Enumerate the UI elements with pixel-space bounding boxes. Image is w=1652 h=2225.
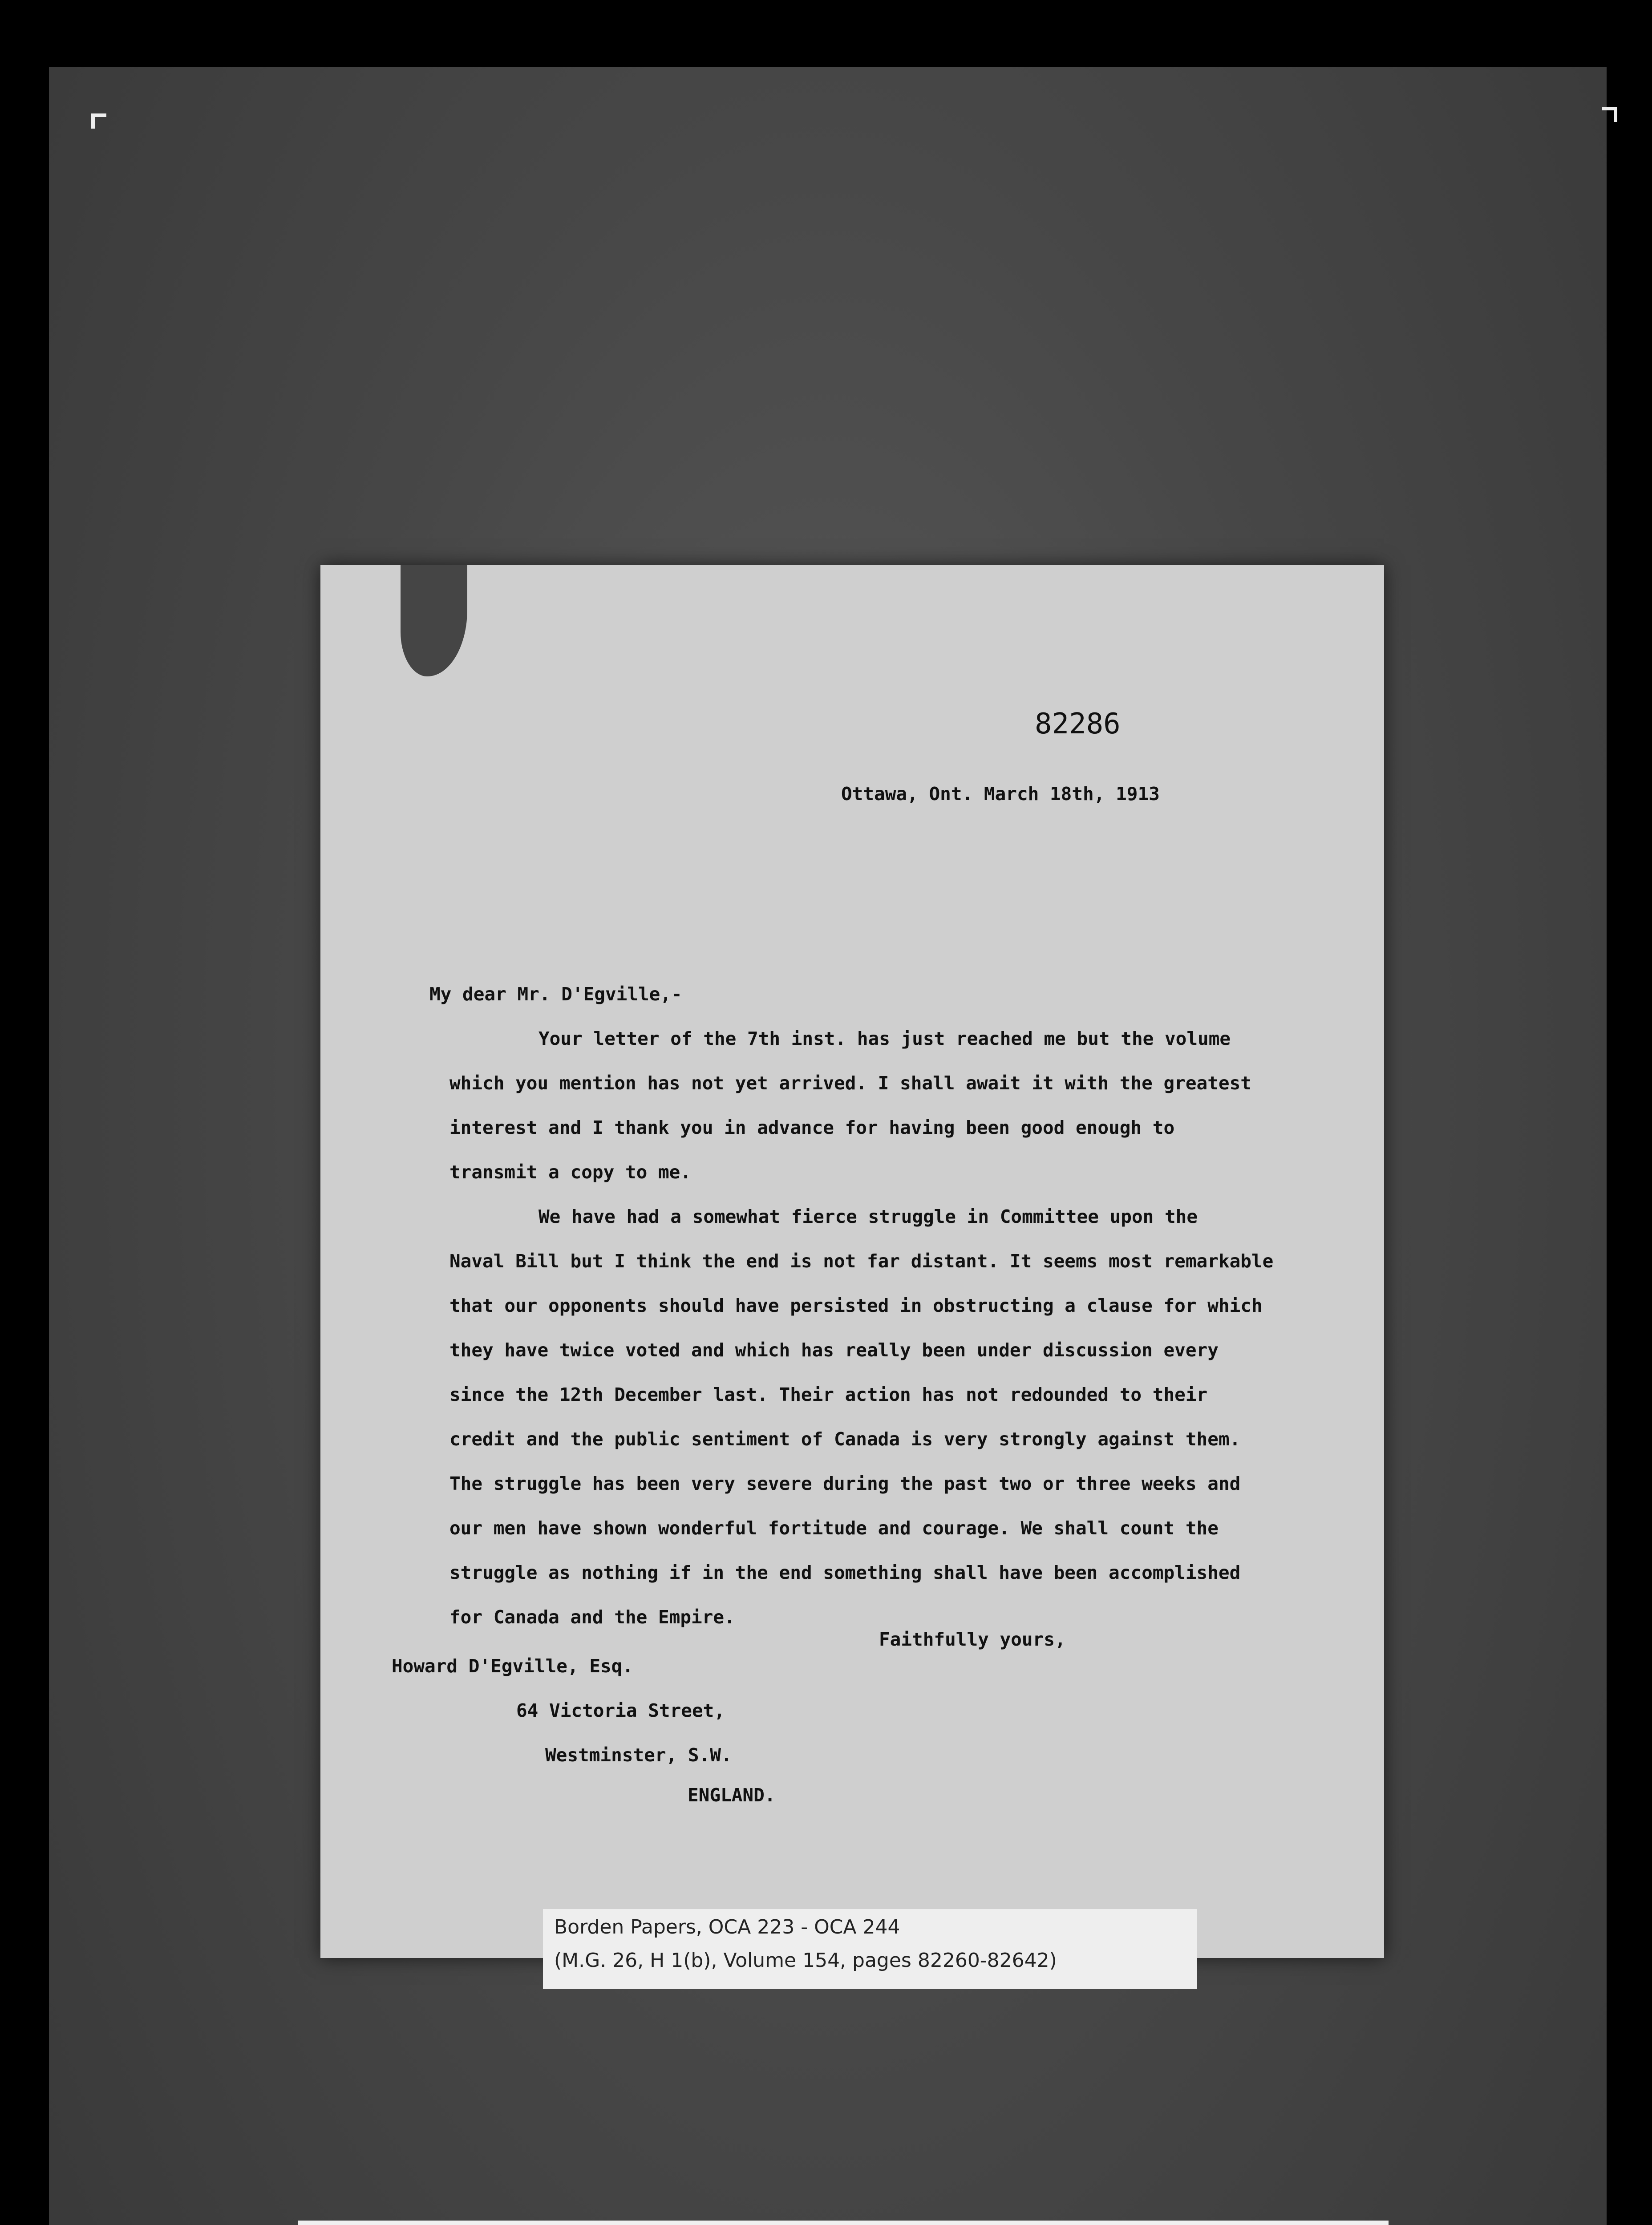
letter-body-line: We have had a somewhat fierce struggle in Committee upon the [539, 1206, 1198, 1227]
letter-body-line: Naval Bill but I think the end is not far distant. It seems most remarkable [449, 1250, 1274, 1272]
letter-body-line: credit and the public sentiment of Canada is very strongly against them. [449, 1428, 1241, 1450]
archives-plate [298, 2221, 1389, 2225]
frame-corner-mark [91, 113, 106, 129]
reference-line: Borden Papers, OCA 223 - OCA 244 [554, 1916, 900, 1938]
letter-body-line: since the 12th December last. Their action has not redounded to their [449, 1384, 1208, 1405]
letter-body-line: struggle as nothing if in the end something shall have been accomplished [449, 1562, 1241, 1583]
letter-body-line: The struggle has been very severe during the past two or three weeks and [449, 1473, 1241, 1494]
letter-closing: Faithfully yours, [879, 1629, 1066, 1650]
letter-body-line: they have twice voted and which has really been under discussion every [449, 1339, 1219, 1361]
letter-body-line: our men have shown wonderful fortitude and courage. We shall count the [449, 1517, 1219, 1539]
address-line: Westminster, S.W. [545, 1744, 732, 1766]
letter-body-line: for Canada and the Empire. [449, 1606, 735, 1628]
letter-date: Ottawa, Ont. March 18th, 1913 [841, 783, 1160, 805]
letter-salutation: My dear Mr. D'Egville,- [429, 983, 682, 1005]
address-line: Howard D'Egville, Esq. [392, 1655, 634, 1677]
address-line: ENGLAND. [688, 1784, 776, 1806]
document-number: 82286 [1035, 708, 1121, 740]
frame-corner-mark [1602, 107, 1617, 122]
letter-body-line: which you mention has not yet arrived. I shall await it with the greatest [449, 1072, 1251, 1094]
letter-body-line: transmit a copy to me. [449, 1161, 692, 1183]
letter-body-line: interest and I thank you in advance for having been good enough to [449, 1117, 1175, 1138]
address-line: 64 Victoria Street, [516, 1700, 725, 1721]
letter-body-line: Your letter of the 7th inst. has just reached me but the volume [539, 1028, 1231, 1049]
reference-line: (M.G. 26, H 1(b), Volume 154, pages 82260-82642) [554, 1949, 1057, 1972]
letter-body-line: that our opponents should have persisted in obstructing a clause for which [449, 1295, 1263, 1316]
